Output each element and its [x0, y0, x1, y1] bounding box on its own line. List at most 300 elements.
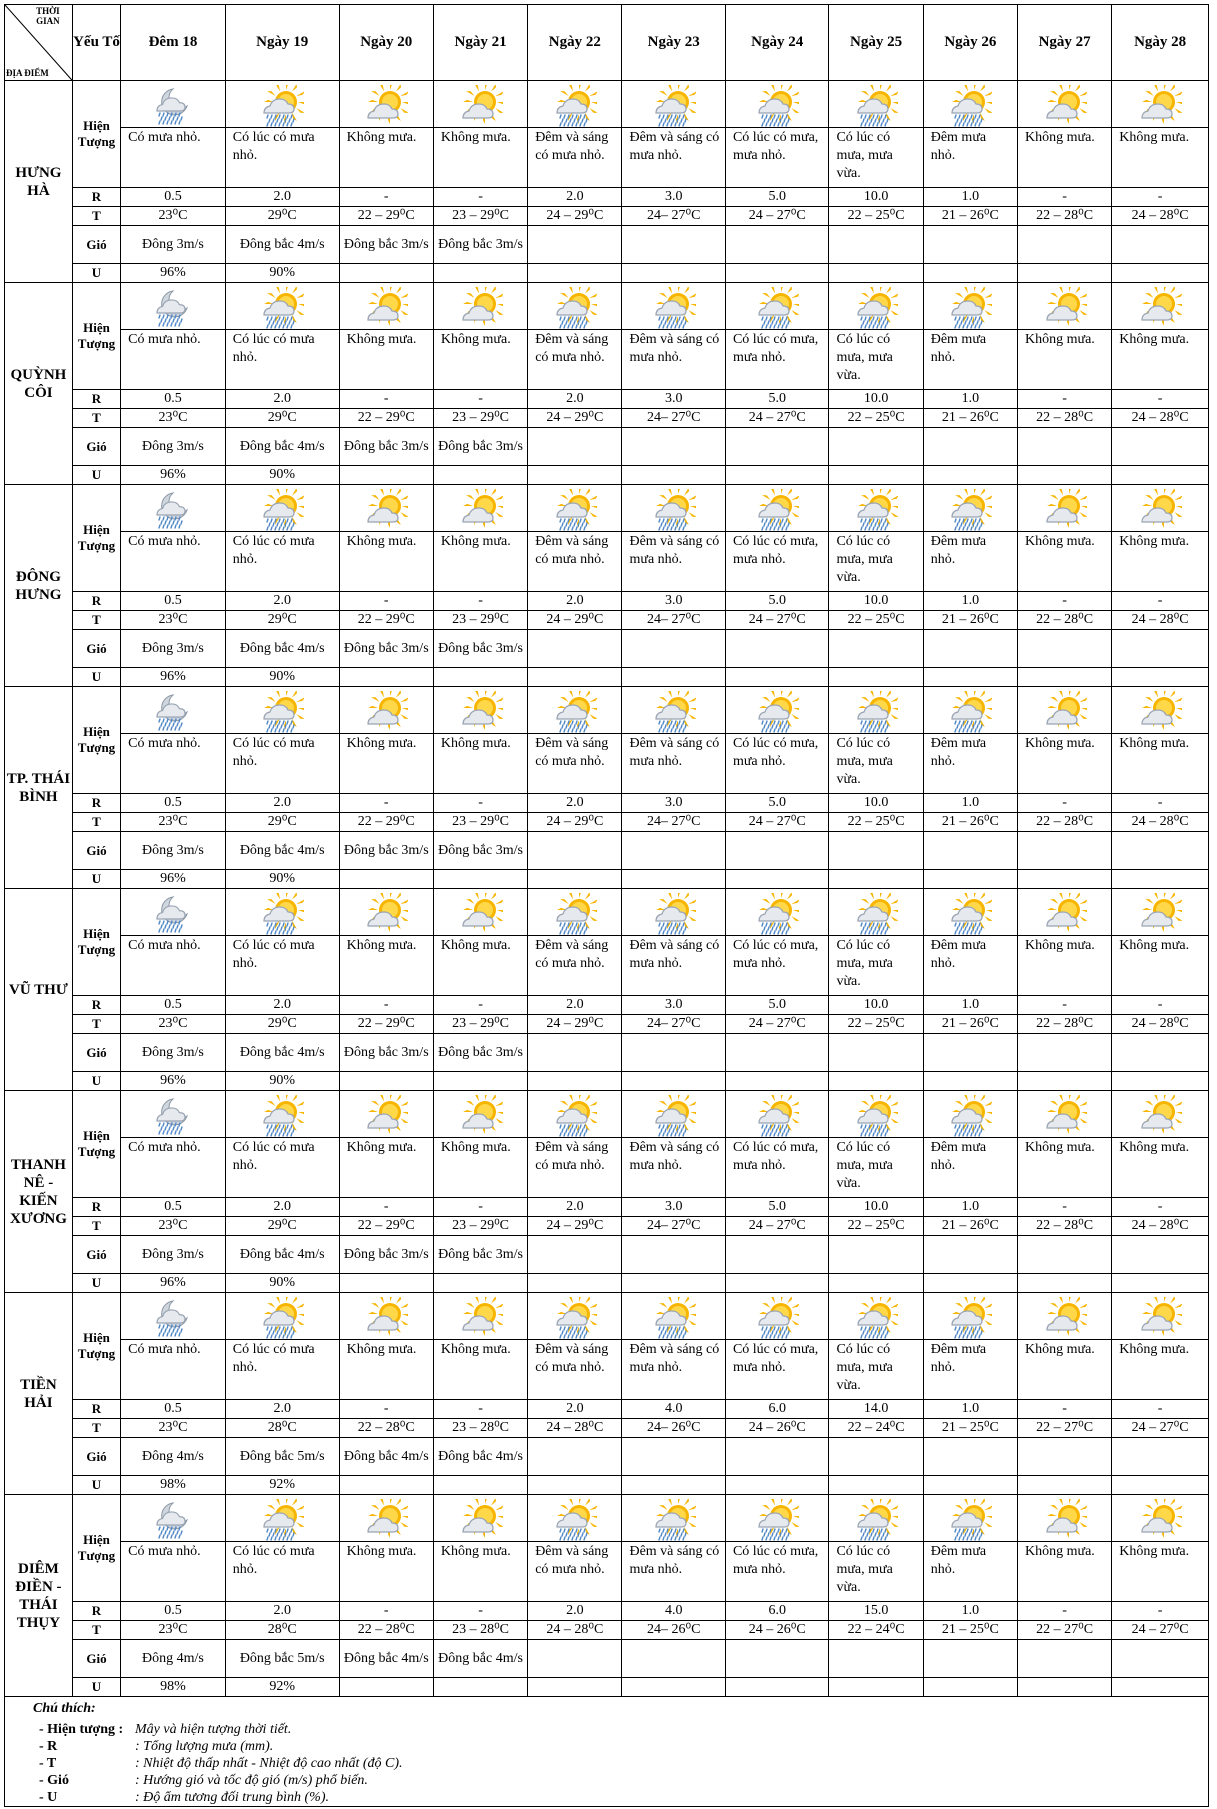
- rain-value: -: [433, 592, 527, 611]
- day-header: Ngày 20: [339, 5, 433, 81]
- temp-value: 22 – 28⁰C: [339, 1419, 433, 1438]
- phenomenon-text: Có lúc có mưa, mưa vừa.: [829, 1138, 923, 1198]
- rain-label: R: [72, 592, 120, 611]
- rain-value: 1.0: [923, 592, 1017, 611]
- humidity-value: [433, 668, 527, 687]
- phenomenon-text: Có lúc có mưa, mưa vừa.: [829, 1340, 923, 1400]
- humidity-value: 90%: [225, 466, 339, 485]
- humidity-value: [1018, 1678, 1112, 1697]
- temp-row: [5, 409, 1209, 428]
- humidity-value: [725, 1678, 828, 1697]
- humidity-value: [1112, 1476, 1209, 1495]
- day-header: Đêm 18: [121, 5, 226, 81]
- weather-icon-cell: [829, 889, 923, 936]
- humidity-value: 96%: [121, 1274, 226, 1293]
- phenomenon-text: Có lúc có mưa, mưa vừa.: [829, 532, 923, 592]
- weather-icon-cell: [433, 485, 527, 532]
- humidity-value: [528, 668, 622, 687]
- weather-icon-cell: [121, 687, 226, 734]
- rain-value: 4.0: [622, 1400, 725, 1419]
- phenomenon-text: Đêm mưa nhỏ.: [923, 330, 1017, 390]
- rain-value: 2.0: [528, 188, 622, 207]
- sun-cloud-rain-icon: [226, 489, 339, 531]
- wind-value: [829, 226, 923, 264]
- night-rain-icon: [121, 1095, 225, 1137]
- phenomenon-text: Có mưa nhỏ.: [121, 128, 226, 188]
- sun-cloud-rain-icon: [622, 893, 724, 935]
- wind-row: [5, 1236, 1209, 1274]
- rain-value: 2.0: [225, 188, 339, 207]
- weather-icon-cell: [225, 283, 339, 330]
- temp-value: 24 – 28⁰C: [1112, 1217, 1209, 1236]
- sun-cloud-rain-icon: [829, 1499, 922, 1541]
- sun-cloud-rain-icon: [924, 893, 1017, 935]
- sun-cloud-rain-icon: [528, 1095, 621, 1137]
- humidity-value: [339, 668, 433, 687]
- wind-value: Đông bắc 4m/s: [339, 1640, 433, 1678]
- temp-value: 22 – 25⁰C: [829, 813, 923, 832]
- rain-value: 14.0: [829, 1400, 923, 1419]
- temp-value: 23⁰C: [121, 1621, 226, 1640]
- day-header: Ngày 22: [528, 5, 622, 81]
- wind-value: Đông bắc 3m/s: [339, 226, 433, 264]
- sun-cloud-icon: [1112, 287, 1208, 329]
- icon-row: [5, 1091, 1209, 1138]
- wind-value: Đông bắc 3m/s: [433, 1034, 527, 1072]
- humidity-row: [5, 1678, 1209, 1697]
- phenomenon-text: Có lúc có mưa, mưa vừa.: [829, 128, 923, 188]
- sun-cloud-icon: [434, 1499, 527, 1541]
- location-name: ĐÔNG HƯNG: [5, 485, 73, 687]
- humidity-value: [528, 1476, 622, 1495]
- temp-row: [5, 207, 1209, 226]
- weather-icon-cell: [528, 687, 622, 734]
- rain-value: 0.5: [121, 1400, 226, 1419]
- rain-value: 2.0: [225, 390, 339, 409]
- sun-cloud-icon: [1018, 691, 1111, 733]
- sun-cloud-rain-icon: [726, 691, 828, 733]
- rain-label: R: [72, 794, 120, 813]
- phenomenon-text: Có lúc có mưa, mưa nhỏ.: [725, 128, 828, 188]
- sun-cloud-rain-icon: [622, 489, 724, 531]
- phenomenon-text: Không mưa.: [1112, 734, 1209, 794]
- wind-value: [923, 1640, 1017, 1678]
- humidity-value: 90%: [225, 1072, 339, 1091]
- rain-value: 3.0: [622, 390, 725, 409]
- location-name: DIÊM ĐIỀN - THÁI THỤY: [5, 1495, 73, 1697]
- weather-icon-cell: [433, 1495, 527, 1542]
- header-row: [5, 5, 1209, 81]
- weather-icon-cell: [829, 687, 923, 734]
- rain-value: -: [1112, 1602, 1209, 1621]
- rain-value: 5.0: [725, 188, 828, 207]
- temp-value: 23 – 29⁰C: [433, 813, 527, 832]
- wind-value: Đông bắc 3m/s: [433, 832, 527, 870]
- wind-value: [528, 226, 622, 264]
- wind-value: [1112, 1438, 1209, 1476]
- location-name: VŨ THƯ: [5, 889, 73, 1091]
- sun-cloud-rain-icon: [226, 1499, 339, 1541]
- sun-cloud-icon: [1018, 893, 1111, 935]
- sun-cloud-icon: [340, 691, 433, 733]
- sun-cloud-rain-icon: [622, 1297, 724, 1339]
- sun-cloud-icon: [340, 893, 433, 935]
- humidity-value: [433, 1072, 527, 1091]
- phenomenon-row: [5, 128, 1209, 188]
- humidity-value: 96%: [121, 1072, 226, 1091]
- wind-value: [1112, 428, 1209, 466]
- temp-value: 22 – 27⁰C: [1018, 1419, 1112, 1438]
- weather-icon-cell: [121, 1293, 226, 1340]
- sun-cloud-icon: [340, 1095, 433, 1137]
- temp-value: 23⁰C: [121, 1419, 226, 1438]
- phenomenon-text: Có lúc có mưa nhỏ.: [225, 1138, 339, 1198]
- weather-icon-cell: [1018, 1495, 1112, 1542]
- temp-value: 29⁰C: [225, 207, 339, 226]
- humidity-value: [1112, 1274, 1209, 1293]
- temp-value: 24 – 27⁰C: [1112, 1419, 1209, 1438]
- rain-value: 2.0: [528, 1198, 622, 1217]
- wind-value: [622, 1236, 725, 1274]
- temp-value: 24– 27⁰C: [622, 409, 725, 428]
- phenomenon-text: Đêm và sáng có mưa nhỏ.: [528, 1340, 622, 1400]
- weather-icon-cell: [1112, 1495, 1209, 1542]
- rain-value: -: [339, 188, 433, 207]
- sun-cloud-icon: [1112, 1297, 1208, 1339]
- temp-value: 23⁰C: [121, 409, 226, 428]
- phenomenon-text: Không mưa.: [1018, 1138, 1112, 1198]
- wind-label: Gió: [72, 1236, 120, 1274]
- wind-value: [923, 1438, 1017, 1476]
- temp-value: 22 – 29⁰C: [339, 813, 433, 832]
- rain-value: -: [1112, 592, 1209, 611]
- weather-icon-cell: [923, 485, 1017, 532]
- weather-icon-cell: [433, 1091, 527, 1138]
- rain-value: 2.0: [225, 1198, 339, 1217]
- rain-value: 10.0: [829, 188, 923, 207]
- rain-value: 0.5: [121, 1198, 226, 1217]
- phenomenon-text: Đêm và sáng có mưa nhỏ.: [528, 1138, 622, 1198]
- rain-row: [5, 188, 1209, 207]
- temp-value: 29⁰C: [225, 813, 339, 832]
- phenomenon-text: Đêm mưa nhỏ.: [923, 1542, 1017, 1602]
- humidity-value: 96%: [121, 466, 226, 485]
- phenomenon-label: Hiện Tượng: [72, 1091, 120, 1198]
- wind-value: Đông bắc 3m/s: [433, 630, 527, 668]
- temp-value: 22 – 25⁰C: [829, 207, 923, 226]
- rain-value: -: [433, 1400, 527, 1419]
- wind-value: [829, 832, 923, 870]
- humidity-value: [433, 1476, 527, 1495]
- rain-value: 2.0: [528, 996, 622, 1015]
- phenomenon-label: Hiện Tượng: [72, 81, 120, 188]
- weather-icon-cell: [433, 283, 527, 330]
- humidity-row: [5, 1476, 1209, 1495]
- night-rain-icon: [121, 1297, 225, 1339]
- phenomenon-text: Không mưa.: [339, 532, 433, 592]
- wind-value: [923, 832, 1017, 870]
- weather-icon-cell: [1018, 283, 1112, 330]
- note-key: - Hiện tượng :: [39, 1722, 124, 1737]
- wind-value: [923, 226, 1017, 264]
- wind-value: [923, 428, 1017, 466]
- wind-value: [1018, 1034, 1112, 1072]
- rain-value: -: [1018, 592, 1112, 611]
- rain-value: 2.0: [528, 390, 622, 409]
- phenomenon-text: Có lúc có mưa, mưa nhỏ.: [725, 1340, 828, 1400]
- weather-icon-cell: [121, 485, 226, 532]
- weather-icon-cell: [339, 1495, 433, 1542]
- temp-value: 24 – 28⁰C: [528, 1621, 622, 1640]
- weather-icon-cell: [1112, 889, 1209, 936]
- temp-label: T: [72, 611, 120, 630]
- humidity-value: [339, 870, 433, 889]
- rain-value: 3.0: [622, 592, 725, 611]
- sun-cloud-rain-icon: [726, 1499, 828, 1541]
- phenomenon-text: Có mưa nhỏ.: [121, 532, 226, 592]
- wind-value: Đông bắc 4m/s: [339, 1438, 433, 1476]
- temp-value: 23⁰C: [121, 1015, 226, 1034]
- night-rain-icon: [121, 1499, 225, 1541]
- temp-value: 21 – 25⁰C: [923, 1621, 1017, 1640]
- weather-icon-cell: [622, 81, 725, 128]
- wind-value: [1112, 226, 1209, 264]
- temp-value: 24– 27⁰C: [622, 207, 725, 226]
- temp-value: 24– 26⁰C: [622, 1621, 725, 1640]
- temp-value: 29⁰C: [225, 1015, 339, 1034]
- sun-cloud-icon: [434, 1297, 527, 1339]
- humidity-value: [622, 466, 725, 485]
- humidity-value: [829, 668, 923, 687]
- rain-value: 1.0: [923, 1400, 1017, 1419]
- phenomenon-text: Không mưa.: [339, 936, 433, 996]
- weather-icon-cell: [1018, 81, 1112, 128]
- phenomenon-text: Có lúc có mưa nhỏ.: [225, 936, 339, 996]
- rain-row: [5, 1198, 1209, 1217]
- wind-label: Gió: [72, 1034, 120, 1072]
- wind-value: Đông bắc 3m/s: [339, 1034, 433, 1072]
- sun-cloud-rain-icon: [829, 893, 922, 935]
- weather-icon-cell: [528, 283, 622, 330]
- weather-icon-cell: [121, 1091, 226, 1138]
- wind-label: Gió: [72, 226, 120, 264]
- rain-label: R: [72, 1602, 120, 1621]
- phenomenon-text: Không mưa.: [433, 128, 527, 188]
- note-item: [39, 1772, 368, 1790]
- phenomenon-text: Không mưa.: [1018, 330, 1112, 390]
- wind-value: Đông bắc 3m/s: [433, 428, 527, 466]
- humidity-value: [1112, 1678, 1209, 1697]
- temp-row: [5, 1621, 1209, 1640]
- phenomenon-text: Có mưa nhỏ.: [121, 330, 226, 390]
- phenomenon-text: Đêm mưa nhỏ.: [923, 1138, 1017, 1198]
- rain-value: -: [339, 996, 433, 1015]
- icon-row: [5, 283, 1209, 330]
- weather-icon-cell: [829, 283, 923, 330]
- humidity-value: [829, 1678, 923, 1697]
- rain-value: -: [1018, 1198, 1112, 1217]
- humidity-value: [923, 1072, 1017, 1091]
- wind-value: [1112, 832, 1209, 870]
- phenomenon-text: Có lúc có mưa, mưa vừa.: [829, 330, 923, 390]
- wind-value: [725, 1640, 828, 1678]
- humidity-value: [1018, 870, 1112, 889]
- wind-label: Gió: [72, 832, 120, 870]
- temp-value: 24 – 28⁰C: [1112, 409, 1209, 428]
- weather-icon-cell: [725, 1495, 828, 1542]
- sun-cloud-rain-icon: [226, 85, 339, 127]
- night-rain-icon: [121, 287, 225, 329]
- phenomenon-text: Đêm mưa nhỏ.: [923, 936, 1017, 996]
- weather-icon-cell: [1112, 81, 1209, 128]
- temp-value: 22 – 28⁰C: [339, 1621, 433, 1640]
- sun-cloud-rain-icon: [924, 1095, 1017, 1137]
- rain-value: 3.0: [622, 1198, 725, 1217]
- weather-icon-cell: [923, 1091, 1017, 1138]
- wind-value: [1018, 226, 1112, 264]
- temp-value: 22 – 28⁰C: [1018, 207, 1112, 226]
- weather-icon-cell: [121, 889, 226, 936]
- wind-row: [5, 428, 1209, 466]
- temp-value: 24– 27⁰C: [622, 1217, 725, 1236]
- weather-icon-cell: [923, 283, 1017, 330]
- weather-icon-cell: [339, 889, 433, 936]
- wind-value: [829, 1034, 923, 1072]
- temp-value: 24– 26⁰C: [622, 1419, 725, 1438]
- humidity-value: 90%: [225, 870, 339, 889]
- phenomenon-text: Có lúc có mưa nhỏ.: [225, 128, 339, 188]
- rain-value: -: [1018, 1400, 1112, 1419]
- temp-value: 23 – 28⁰C: [433, 1419, 527, 1438]
- phenomenon-text: Có lúc có mưa nhỏ.: [225, 1340, 339, 1400]
- wind-value: [528, 1236, 622, 1274]
- wind-value: Đông 3m/s: [121, 630, 226, 668]
- sun-cloud-rain-icon: [924, 1297, 1017, 1339]
- rain-value: 0.5: [121, 188, 226, 207]
- note-item: [39, 1738, 273, 1756]
- wind-value: [725, 428, 828, 466]
- rain-value: 2.0: [225, 794, 339, 813]
- day-header: Ngày 21: [433, 5, 527, 81]
- humidity-value: [339, 1274, 433, 1293]
- humidity-value: [829, 1274, 923, 1293]
- temp-value: 22 – 24⁰C: [829, 1419, 923, 1438]
- phenomenon-row: [5, 1138, 1209, 1198]
- humidity-value: [622, 870, 725, 889]
- sun-cloud-rain-icon: [924, 1499, 1017, 1541]
- wind-value: [528, 428, 622, 466]
- sun-cloud-rain-icon: [829, 1297, 922, 1339]
- temp-row: [5, 1419, 1209, 1438]
- sun-cloud-rain-icon: [622, 1499, 724, 1541]
- phenomenon-text: Đêm và sáng có mưa nhỏ.: [528, 936, 622, 996]
- legend-notes: [4, 1697, 1209, 1807]
- humidity-value: [1018, 668, 1112, 687]
- temp-value: 24 – 27⁰C: [725, 409, 828, 428]
- phenomenon-text: Có lúc có mưa, mưa nhỏ.: [725, 1542, 828, 1602]
- humidity-value: [622, 1072, 725, 1091]
- rain-value: 10.0: [829, 592, 923, 611]
- humidity-value: 98%: [121, 1678, 226, 1697]
- temp-value: 24 – 29⁰C: [528, 409, 622, 428]
- temp-value: 22 – 25⁰C: [829, 1015, 923, 1034]
- sun-cloud-rain-icon: [924, 85, 1017, 127]
- sun-cloud-rain-icon: [226, 1095, 339, 1137]
- temp-value: 22 – 25⁰C: [829, 1217, 923, 1236]
- humidity-label: U: [72, 870, 120, 889]
- rain-value: -: [433, 794, 527, 813]
- phenomenon-text: Không mưa.: [433, 1340, 527, 1400]
- phenomenon-text: Đêm và sáng có mưa nhỏ.: [528, 532, 622, 592]
- temp-value: 24 – 27⁰C: [1112, 1621, 1209, 1640]
- rain-value: 2.0: [528, 592, 622, 611]
- wind-value: Đông bắc 3m/s: [339, 428, 433, 466]
- location-name: TP. THÁI BÌNH: [5, 687, 73, 889]
- temp-value: 24 – 29⁰C: [528, 1015, 622, 1034]
- humidity-value: [1112, 870, 1209, 889]
- phenomenon-label: Hiện Tượng: [72, 687, 120, 794]
- weather-icon-cell: [725, 687, 828, 734]
- weather-icon-cell: [121, 1495, 226, 1542]
- humidity-value: [1018, 1476, 1112, 1495]
- weather-icon-cell: [225, 81, 339, 128]
- phenomenon-row: [5, 532, 1209, 592]
- wind-row: [5, 1034, 1209, 1072]
- humidity-value: [528, 1274, 622, 1293]
- temp-value: 24– 27⁰C: [622, 1015, 725, 1034]
- temp-value: 22 – 29⁰C: [339, 1217, 433, 1236]
- humidity-value: 92%: [225, 1476, 339, 1495]
- humidity-value: [829, 466, 923, 485]
- humidity-value: [725, 466, 828, 485]
- rain-label: R: [72, 1198, 120, 1217]
- note-key: - T: [39, 1756, 57, 1771]
- note-item: [39, 1721, 291, 1739]
- humidity-value: [923, 1476, 1017, 1495]
- phenomenon-text: Có lúc có mưa, mưa vừa.: [829, 734, 923, 794]
- wind-value: [829, 1640, 923, 1678]
- sun-cloud-icon: [340, 85, 433, 127]
- note-value: : Tổng lượng mưa (mm).: [135, 1739, 274, 1754]
- phenomenon-text: Đêm và sáng có mưa nhỏ.: [622, 330, 725, 390]
- humidity-value: [528, 466, 622, 485]
- wind-value: [528, 1640, 622, 1678]
- humidity-value: [725, 1476, 828, 1495]
- day-header: Ngày 28: [1112, 5, 1209, 81]
- sun-cloud-icon: [434, 287, 527, 329]
- wind-row: [5, 226, 1209, 264]
- sun-cloud-icon: [1018, 1297, 1111, 1339]
- temp-value: 24– 27⁰C: [622, 611, 725, 630]
- sun-cloud-rain-icon: [726, 287, 828, 329]
- humidity-value: [829, 264, 923, 283]
- weather-icon-cell: [528, 1293, 622, 1340]
- humidity-value: 96%: [121, 668, 226, 687]
- humidity-label: U: [72, 466, 120, 485]
- sun-cloud-icon: [1018, 1499, 1111, 1541]
- wind-value: [622, 630, 725, 668]
- temp-value: 21 – 26⁰C: [923, 1217, 1017, 1236]
- weather-icon-cell: [433, 1293, 527, 1340]
- humidity-value: 96%: [121, 870, 226, 889]
- wind-value: [1112, 1034, 1209, 1072]
- temp-label: T: [72, 813, 120, 832]
- sun-cloud-rain-icon: [726, 1095, 828, 1137]
- sun-cloud-rain-icon: [528, 85, 621, 127]
- sun-cloud-rain-icon: [528, 1499, 621, 1541]
- humidity-value: [339, 1476, 433, 1495]
- sun-cloud-rain-icon: [226, 691, 339, 733]
